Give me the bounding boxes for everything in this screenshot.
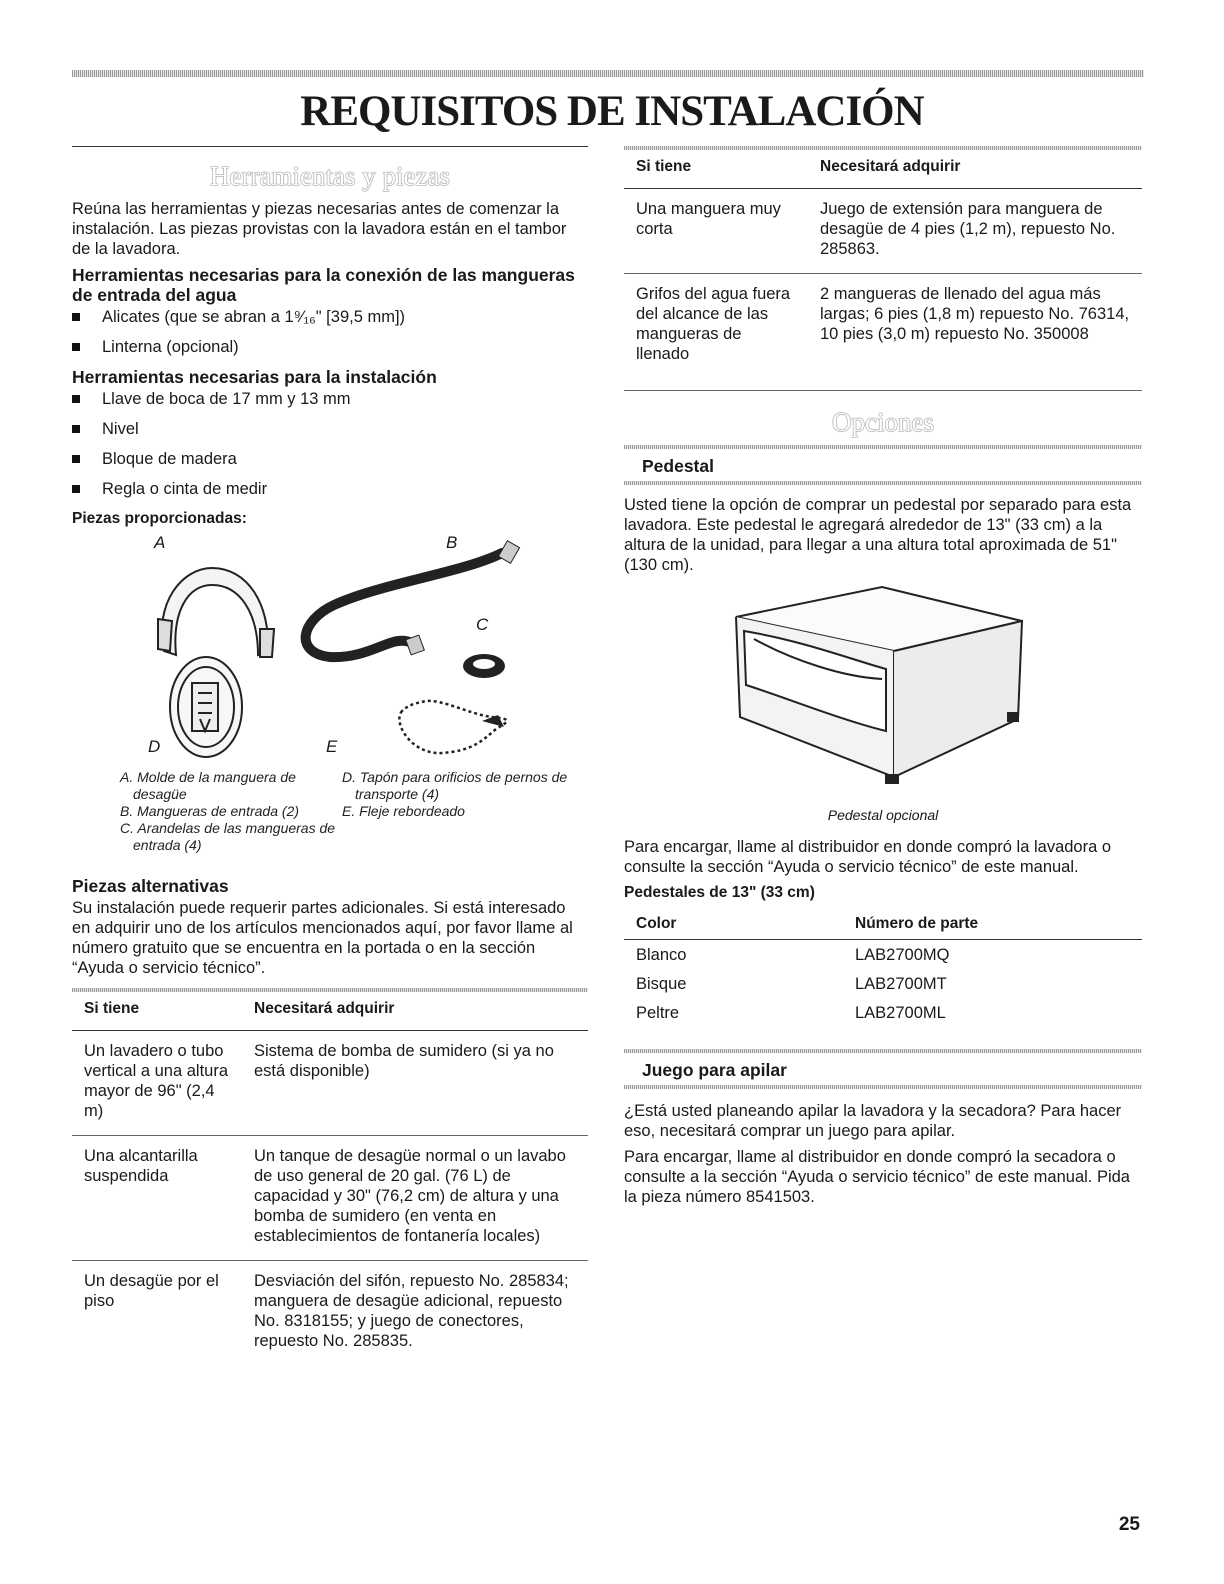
table-row [624,274,1142,391]
inlet-hose-illustration [306,541,520,657]
parts-heading: Piezas proporcionadas: [72,510,247,527]
pedestal-text: Usted tiene la opción de comprar un pedestal por separado para esta lavadora. Este pedestal le agregará alrededor de 13" (33 cm) a la altura de la unidad, para llegar a una altura total aproximada de 51" (130 cm). [624,496,1132,574]
list-item: Nivel [72,419,588,439]
washer-illustration [463,654,505,678]
list-item: Regla o cinta de medir [72,479,588,499]
pedestal-caption: Pedestal opcional [827,807,939,823]
caption-d: D. Tapón para orificios de pernos de transporte (4) [342,769,568,802]
table-cell-need: Desviación del sifón, repuesto No. 285834; manguera de desagüe adicional, repuesto No. 8318155; y juego de conectores, repuesto No. 285835. [254,1272,569,1350]
pedestal-illustration [624,581,1142,803]
table-header-color: Color [624,907,843,940]
table-row [624,189,1142,274]
table-header-need: Necesitará adquirir [242,992,588,1031]
table-cell-have: Una alcantarilla suspendida [72,1136,242,1261]
table-cell-color: Bisque [636,975,687,993]
figure-label-e: E [326,737,338,756]
hoses-tools-list [72,307,588,357]
table-header-need: Necesitará adquirir [808,150,1142,189]
install-tools-list [72,389,588,499]
alt-parts-text: Su instalación puede requerir partes adicionales. Si está interesado en adquirir uno de los artículos mencionados aquí, por favor llame al número gratuito que se encuentra en la portada o en la sección “Ayuda o servicio técnico”. [72,899,573,977]
parts-captions [72,769,588,854]
beaded-strap-illustration [399,701,506,753]
table-cell-part: LAB2700ML [855,1004,946,1022]
table-cell-part: LAB2700MT [855,975,947,993]
list-item: Bloque de madera [72,449,588,469]
table-header-have: Si tiene [72,992,242,1031]
stack-text-1: ¿Está usted planeando apilar la lavadora y la secadora? Para hacer eso, necesitará comprar un juego para apilar. [624,1102,1122,1140]
table-row [624,940,1142,970]
stack-kit-heading: Juego para apilar [642,1060,787,1080]
left-column [72,146,588,1365]
table-cell-part: LAB2700MQ [855,946,950,964]
transport-plug-illustration [170,657,242,757]
table-header-have: Si tiene [624,150,808,189]
figure-label-c: C [476,615,489,634]
list-item: Linterna (opcional) [72,337,588,357]
table-row [624,998,1142,1027]
table-cell-color: Peltre [636,1004,680,1022]
hoses-table [624,150,1142,391]
section-title-options: Opciones [832,407,934,437]
alt-parts-table [72,992,588,1365]
parts-illustration [72,533,588,763]
caption-e: E. Fleje rebordeado [342,803,465,819]
right-column [624,146,1142,1213]
table-row [72,1136,588,1261]
pedestals-heading: Pedestales de 13" (33 cm) [624,884,815,901]
table-cell-have: Un desagüe por el piso [84,1272,219,1310]
table-row [72,1261,588,1366]
list-item: Llave de boca de 17 mm y 13 mm [72,389,588,409]
tools-intro: Reúna las herramientas y piezas necesarias antes de comenzar la instalación. Las piezas provistas con la lavadora están en el tambor de la lavadora. [72,200,567,258]
table-cell-need: 2 mangueras de llenado del agua más largas; 6 pies (1,8 m) repuesto No. 76314, 10 pies (3,0 m) repuesto No. 350008 [808,274,1142,391]
table-cell-have: Un lavadero o tubo vertical a una altura mayor de 96" (2,4 m) [72,1031,242,1136]
caption-c: C. Arandelas de las mangueras de entrada (4) [120,820,336,853]
page-title: REQUISITOS DE INSTALACIÓN [300,88,924,135]
top-hatch-bar [72,70,1144,77]
table-cell-have: Grifos del agua fuera del alcance de las mangueras de llenado [624,274,808,391]
section-title-tools: Herramientas y piezas [210,161,450,191]
alt-parts-heading: Piezas alternativas [72,876,229,896]
figure-label-b: B [446,533,458,552]
drain-hose-form-illustration [158,568,274,657]
table-row [624,969,1142,998]
pedestal-heading: Pedestal [642,456,714,476]
table-cell-have: Una manguera muy corta [624,189,808,274]
subhead-hatch [624,1085,1142,1089]
table-cell-need: Juego de extensión para manguera de desagüe de 4 pies (1,2 m), repuesto No. 285863. [808,189,1142,274]
table-header-part: Número de parte [843,907,1142,940]
figure-label-a: A [154,533,166,552]
list-item: Alicates (que se abran a 1⁹⁄₁₆" [39,5 mm]) [72,307,588,327]
stack-text-2: Para encargar, llame al distribuidor en donde compró la secadora o consulte a la sección “Ayuda o servicio técnico” de este manual. Pida la pieza número 8541503. [624,1148,1130,1206]
parts-figure [72,533,588,763]
table-cell-color: Blanco [636,946,687,964]
table-cell-need: Un tanque de desagüe normal o un lavabo de uso general de 20 gal. (76 L) de capacidad y 30" (76,2 cm) de altura y una bomba de sumidero (en venta en establecimientos de fontanería locales) [242,1136,588,1261]
pedestal-parts-table [624,907,1142,1027]
install-tools-heading: Herramientas necesarias para la instalación [72,367,437,387]
hoses-tools-heading: Herramientas necesarias para la conexión de las mangueras de entrada del agua [72,265,575,305]
figure-label-d: D [148,737,161,756]
order-text: Para encargar, llame al distribuidor en donde compró la lavadora o consulte la sección “Ayuda o servicio técnico” de este manual. [624,838,1112,876]
section-rule [72,146,588,147]
table-row [72,1031,588,1136]
page-number: 25 [1118,1514,1140,1535]
subhead-hatch [624,481,1142,485]
caption-a: A. Molde de la manguera de desagüe [120,769,296,802]
caption-b: B. Mangueras de entrada (2) [120,803,299,819]
table-cell-need: Sistema de bomba de sumidero (si ya no está disponible) [242,1031,588,1136]
pedestal-figure [624,581,1142,803]
